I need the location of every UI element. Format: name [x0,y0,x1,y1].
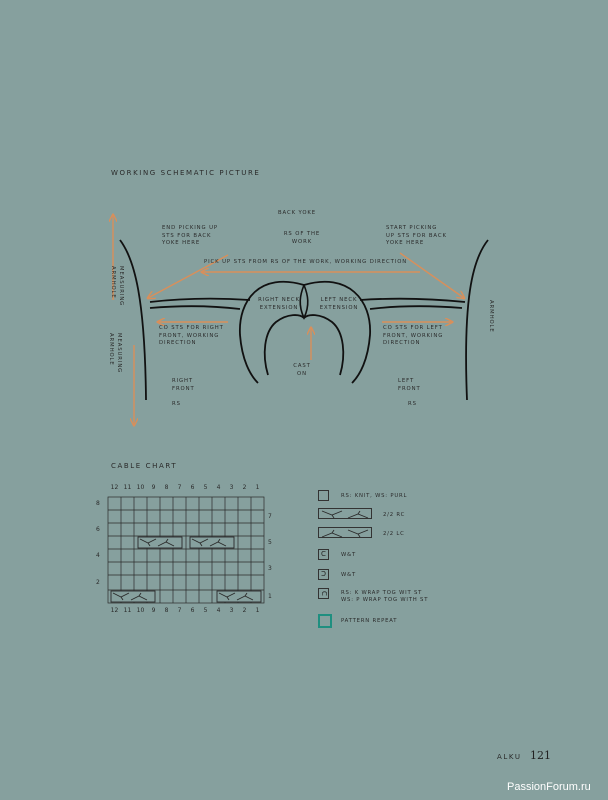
legend-rc-label: 2/2 RC [383,512,406,518]
measuring-armhole-bottom-label: MEASURING ARMHOLE [108,333,122,374]
end-picking-label: END PICKING UP STS FOR BACK YOKE HERE [162,225,218,246]
legend-wt1-swatch: C [318,549,329,560]
co-left-label: CO STS FOR LEFT FRONT, WORKING DIRECTION [383,325,444,346]
schematic-title: WORKING SCHEMATIC PICTURE [111,169,261,177]
row-num-4: 4 [96,552,100,559]
rs-of-work-label: RS OF THE WORK [283,231,321,245]
armhole-right-label: ARMHOLE [488,300,494,333]
legend-rc-swatch [318,508,372,519]
cable-chart-title: CABLE CHART [111,462,178,470]
left-front-label: LEFT FRONT [398,378,421,392]
legend-wrap-tog-label: RS: K WRAP TOG WIT ST WS: P WRAP TOG WITH ST [341,590,429,603]
legend-wt1-label: W&T [341,552,357,558]
left-neck-label: LEFT NECK EXTENSION [319,297,359,311]
legend-wt2-swatch: C [318,569,329,580]
legend-knit-purl-swatch [318,490,329,501]
row-num-2: 2 [96,579,100,586]
row-num-6: 6 [96,526,100,533]
row-num-3: 3 [268,565,272,572]
watermark: PassionForum.ru [507,781,591,793]
row-num-5: 5 [268,539,272,546]
measuring-armhole-top-label: MEASURING ARMHOLE [110,266,124,307]
row-num-7: 7 [268,513,272,520]
co-right-label: CO STS FOR RIGHT FRONT, WORKING DIRECTION [159,325,224,346]
start-picking-label: START PICKING UP STS FOR BACK YOKE HERE [386,225,447,246]
row-num-8: 8 [96,500,100,507]
right-neck-label: RIGHT NECK EXTENSION [258,297,300,311]
legend-wrap-tog-swatch: C [318,588,329,599]
row-num-1: 1 [268,593,272,600]
legend-knit-purl-label: RS: KNIT, WS: PURL [341,493,408,499]
col-numbers-top: 12 11 10 9 8 7 6 5 4 3 2 1 [110,484,260,491]
footer-brand: ALKU [497,753,522,761]
pick-up-label: PICK UP STS FROM RS OF THE WORK, WORKING DIRECTION [204,259,408,265]
legend-pattern-repeat-swatch [318,614,332,628]
legend-lc-swatch [318,527,372,538]
cast-on-label: CAST ON [293,363,311,377]
right-rs-label: RS [172,401,181,407]
legend-pattern-repeat-label: PATTERN REPEAT [341,618,398,624]
col-numbers-bottom: 12 11 10 9 8 7 6 5 4 3 2 1 [110,607,260,614]
legend-lc-label: 2/2 LC [383,531,405,537]
legend-wt2-label: W&T [341,572,357,578]
left-rs-label: RS [408,401,417,407]
back-yoke-label: BACK YOKE [278,210,317,216]
page-number: 121 [530,749,551,762]
right-front-label: RIGHT FRONT [172,378,195,392]
